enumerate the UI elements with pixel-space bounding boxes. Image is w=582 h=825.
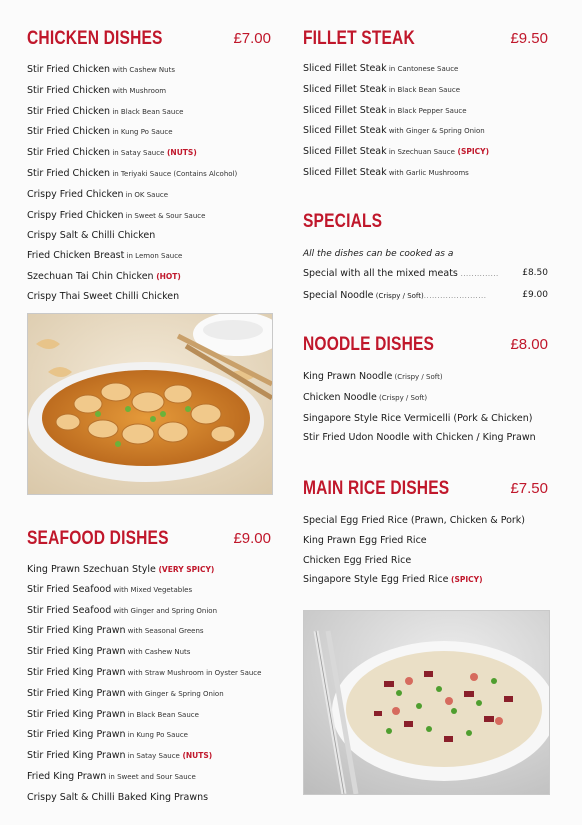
dish-name: Stir Fried Chicken bbox=[27, 126, 111, 138]
dish-name: Crispy Fried Chicken bbox=[27, 209, 124, 221]
dish-detail: in Black Bean Sauce bbox=[125, 710, 199, 719]
section-title: SPECIALS bbox=[303, 211, 383, 232]
dish-name: Stir Fried King Prawn bbox=[27, 625, 126, 637]
steak-section bbox=[303, 28, 548, 184]
section-price: £9.50 bbox=[510, 30, 548, 47]
menu-item bbox=[27, 226, 271, 246]
menu-item bbox=[27, 767, 271, 788]
dish-detail: with Cashew Nuts bbox=[110, 66, 175, 74]
dish-tag: (HOT) bbox=[153, 271, 181, 281]
noodle-list bbox=[303, 367, 548, 448]
dish-name: Fried King Prawn bbox=[27, 770, 107, 782]
dish-detail: with Straw Mushroom in Oyster Sauce bbox=[125, 668, 262, 677]
dish-name: Sliced Fillet Steak bbox=[303, 63, 387, 74]
dish-detail: with Mixed Vegetables bbox=[111, 585, 193, 594]
menu-item bbox=[303, 428, 548, 448]
rice-header bbox=[303, 478, 548, 504]
dish-name: Crispy Salt & Chilli Chicken bbox=[27, 230, 156, 242]
dish-name: King Prawn Noodle bbox=[303, 371, 393, 382]
dish-name: Stir Fried Chicken bbox=[27, 64, 111, 75]
dish-detail: with Garlic Mushrooms bbox=[386, 168, 469, 177]
menu-item bbox=[27, 60, 271, 81]
dish-name: Stir Fried Chicken bbox=[27, 84, 111, 96]
special-row: Special with all the mixed meats .............. £8.50 bbox=[303, 263, 548, 285]
rice-dish-photo bbox=[303, 610, 550, 795]
dish-name: Stir Fried Chicken bbox=[27, 105, 111, 117]
dish-name: Sliced Fillet Steak bbox=[303, 125, 387, 137]
menu-item bbox=[303, 80, 548, 101]
rice-list bbox=[303, 511, 548, 590]
dish-detail: in Sweet and Sour Sauce bbox=[106, 772, 196, 781]
dish-name: Chicken Egg Fried Rice bbox=[303, 554, 412, 566]
dish-name: Sliced Fillet Steak bbox=[303, 104, 387, 116]
menu-item bbox=[27, 185, 271, 206]
menu-item bbox=[303, 531, 548, 551]
noodle-header bbox=[303, 334, 548, 360]
menu-item bbox=[303, 163, 548, 184]
dish-tag: (SPICY) bbox=[454, 147, 489, 157]
dish-detail: with Seasonal Greens bbox=[125, 627, 204, 636]
special-row: Special Noodle (Crispy / Soft)....................... £9.00 bbox=[303, 285, 548, 307]
dish-name: Szechuan Tai Chin Chicken bbox=[27, 270, 154, 282]
seafood-section bbox=[27, 528, 271, 808]
menu-item bbox=[27, 560, 271, 580]
menu-item bbox=[27, 122, 271, 143]
dish-name: Stir Fried King Prawn bbox=[27, 666, 126, 678]
dish-name: Sliced Fillet Steak bbox=[303, 83, 387, 95]
dish-name: Singapore Style Rice Vermicelli (Pork & Chicken) bbox=[303, 412, 533, 424]
menu-item bbox=[27, 746, 271, 767]
dish-tag: (NUTS) bbox=[164, 148, 197, 158]
menu-item bbox=[303, 142, 548, 163]
dish-name: Singapore Style Egg Fried Rice bbox=[303, 574, 449, 586]
dish-detail: with Mushroom bbox=[110, 86, 167, 95]
menu-item bbox=[303, 101, 548, 122]
menu-item bbox=[27, 81, 271, 102]
dish-detail: in Teriyaki Sauce (Contains Alcohol) bbox=[110, 169, 238, 178]
dish-name: Stir Fried Seafood bbox=[27, 604, 112, 616]
menu-item bbox=[27, 705, 271, 726]
chicken-dish-image bbox=[28, 314, 272, 494]
menu-item bbox=[303, 367, 548, 388]
dish-detail: with Cashew Nuts bbox=[125, 648, 191, 657]
dish-name: Chicken Noodle bbox=[303, 391, 377, 403]
dish-detail: in Sweet & Sour Sauce bbox=[123, 211, 206, 220]
dish-name: Stir Fried King Prawn bbox=[27, 750, 126, 762]
dish-detail: (Crispy / Soft) bbox=[392, 373, 443, 381]
section-title: FILLET STEAK bbox=[303, 28, 415, 49]
dish-detail: in Lemon Sauce bbox=[124, 252, 183, 261]
menu-item bbox=[27, 143, 271, 164]
dish-name: Sliced Fillet Steak bbox=[303, 166, 387, 178]
chicken-header bbox=[27, 28, 271, 54]
steak-list bbox=[303, 59, 548, 184]
specials-header bbox=[303, 211, 548, 237]
dish-name: Fried Chicken Breast bbox=[27, 250, 125, 262]
seafood-list bbox=[27, 560, 271, 808]
dish-tag: (NUTS) bbox=[179, 751, 213, 761]
menu-item bbox=[27, 725, 271, 746]
menu-item bbox=[303, 409, 548, 429]
dish-detail: in Cantonese Sauce bbox=[386, 65, 459, 73]
dish-name: Stir Fried King Prawn bbox=[27, 729, 126, 741]
menu-item bbox=[303, 551, 548, 571]
dish-name: Stir Fried Chicken bbox=[27, 147, 111, 159]
dish-name: Stir Fried Seafood bbox=[27, 583, 112, 595]
dish-name: Special Egg Fried Rice (Prawn, Chicken & Pork) bbox=[303, 515, 526, 526]
section-price: £7.00 bbox=[233, 30, 271, 47]
menu-item bbox=[27, 206, 271, 227]
rice-dish-image bbox=[304, 611, 549, 794]
menu-item bbox=[27, 267, 271, 287]
dish-detail: in Kung Po Sauce bbox=[110, 128, 173, 137]
specials-note: All the dishes can be cooked as a bbox=[303, 249, 454, 259]
menu-item bbox=[27, 663, 271, 684]
section-title: MAIN RICE DISHES bbox=[303, 478, 450, 499]
chicken-dish-photo bbox=[27, 313, 273, 495]
dish-detail: with Ginger & Spring Onion bbox=[386, 127, 485, 136]
dish-name: Crispy Salt & Chilli Baked King Prawns bbox=[27, 791, 209, 803]
dish-detail: in Black Bean Sauce bbox=[110, 107, 184, 116]
dish-name: Stir Fried King Prawn bbox=[27, 687, 126, 699]
dish-detail: in Satay Sauce bbox=[110, 149, 165, 158]
dish-detail: (Crispy / Soft) bbox=[376, 393, 428, 402]
rice-section bbox=[303, 478, 548, 590]
dish-detail: with Ginger & Spring Onion bbox=[125, 689, 224, 698]
dish-detail: in Satay Sauce bbox=[125, 752, 180, 761]
dish-detail: in Kung Po Sauce bbox=[125, 731, 188, 740]
menu-item bbox=[27, 642, 271, 663]
menu-item bbox=[303, 511, 548, 531]
dish-name: Stir Fried King Prawn bbox=[27, 646, 126, 658]
menu-item bbox=[27, 580, 271, 601]
dish-name: King Prawn Szechuan Style bbox=[27, 564, 156, 575]
dish-detail: in Black Pepper Sauce bbox=[386, 106, 467, 115]
section-price: £7.50 bbox=[510, 480, 548, 497]
menu-item bbox=[27, 601, 271, 622]
section-price: £9.00 bbox=[233, 530, 271, 547]
section-title: NOODLE DISHES bbox=[303, 334, 435, 355]
menu-item bbox=[27, 164, 271, 185]
dish-detail: with Ginger and Spring Onion bbox=[111, 606, 218, 615]
steak-header bbox=[303, 28, 548, 54]
special-price: £8.50 bbox=[522, 268, 548, 278]
section-price: £8.00 bbox=[510, 336, 548, 353]
menu-item bbox=[27, 287, 271, 307]
dish-detail: in Black Bean Sauce bbox=[386, 85, 461, 94]
dish-name: Crispy Fried Chicken bbox=[27, 188, 124, 200]
dish-name: Sliced Fillet Steak bbox=[303, 146, 387, 158]
specials-rows bbox=[303, 263, 548, 307]
menu-item bbox=[303, 59, 548, 80]
dish-detail: in OK Sauce bbox=[123, 190, 169, 199]
menu-item bbox=[27, 684, 271, 705]
menu-item bbox=[303, 570, 548, 590]
menu-item bbox=[27, 621, 271, 642]
dish-name: King Prawn Egg Fried Rice bbox=[303, 534, 427, 546]
menu-item bbox=[27, 788, 271, 808]
section-title: CHICKEN DISHES bbox=[27, 28, 163, 49]
dish-tag: (VERY SPICY) bbox=[155, 565, 215, 574]
dish-name: Crispy Thai Sweet Chilli Chicken bbox=[27, 290, 180, 302]
dish-tag: (SPICY) bbox=[448, 575, 483, 585]
dish-name: Stir Fried King Prawn bbox=[27, 708, 126, 720]
specials-section bbox=[303, 211, 548, 307]
noodle-section bbox=[303, 334, 548, 448]
dish-detail: in Szechuan Sauce bbox=[386, 148, 455, 157]
menu-item bbox=[27, 246, 271, 267]
chicken-section bbox=[27, 28, 271, 307]
seafood-header bbox=[27, 528, 271, 554]
dish-name: Stir Fried Udon Noodle with Chicken / King Prawn bbox=[303, 432, 536, 444]
dish-name: Stir Fried Chicken bbox=[27, 167, 111, 179]
chicken-list bbox=[27, 60, 271, 307]
special-price: £9.00 bbox=[522, 290, 548, 300]
menu-item bbox=[303, 121, 548, 142]
menu-item bbox=[27, 102, 271, 123]
section-title: SEAFOOD DISHES bbox=[27, 528, 169, 549]
menu-item bbox=[303, 388, 548, 409]
